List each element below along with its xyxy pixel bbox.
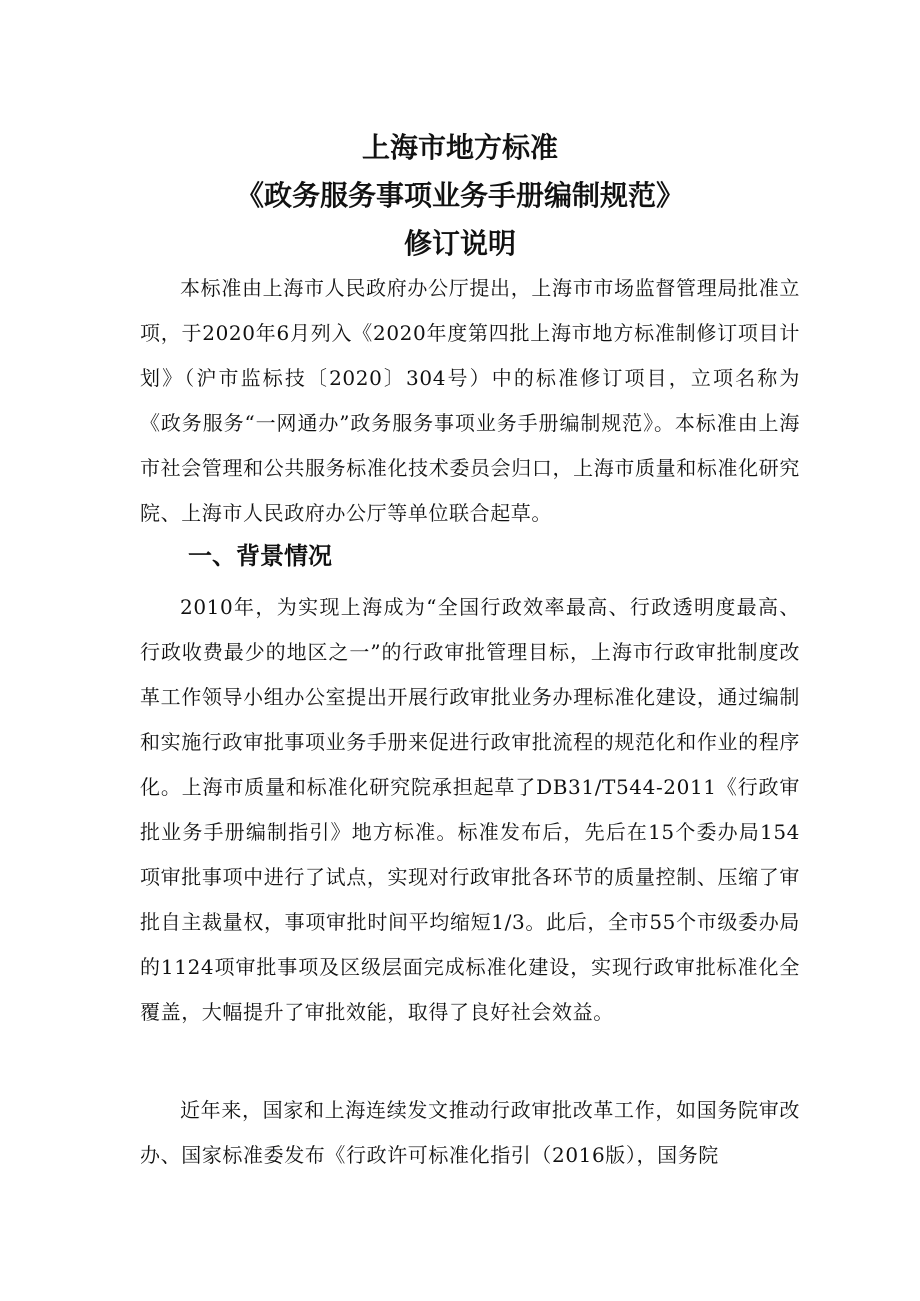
section1-heading: 一、背景情况 (188, 542, 332, 570)
intro-section (140, 266, 800, 536)
section1-body (140, 585, 800, 1035)
document-title-line3: 修订说明 (403, 227, 516, 260)
section1-paragraph1: 2010年，为实现上海成为“全国行政效率最高、行政透明度最高、行政收费最少的地区之一”的行政审批管理目标，上海市行政审批制度改革工作领导小组办公室提出开展行政审批业务办理标准化建设，通过编制和实施行政审批事项业务手册来促进行政审批流程的规范化和作业的程序化。上海市质量和标准化研究院承担起草了DB31/T544-2011《行政审批业务手册编制指引》地方标准。标准发布后，先后在15个委办局154项审批事项中进行了试点，实现对行政审批各环节的质量控制、压缩了审批自主裁量权，事项审批时间平均缩短1/3。此后，全市55个市级委办局的1124项审批事项及区级层面完成标准化建设，实现行政审批标准化全覆盖，大幅提升了审批效能，取得了良好社会效益。 (140, 595, 800, 1024)
document-title-line2: 《政务服务事项业务手册编制规范》 (235, 179, 684, 212)
section1-paragraph2: 近年来，国家和上海连续发文推动行政审批改革工作，如国务院审改办、国家标准委发布《行政许可标准化指引（2016版），国务院 (140, 1098, 800, 1167)
intro-paragraph: 本标准由上海市人民政府办公厅提出，上海市市场监督管理局批准立项，于2020年6月列入《2020年度第四批上海市地方标准制修订项目计划》（沪市监标技〔2020〕304号）中的标准修订项目，立项名称为《政务服务“一网通办”政务服务事项业务手册编制规范》。本标准由上海市社会管理和公共服务标准化技术委员会归口，上海市质量和标准化研究院、上海市人民政府办公厅等单位联合起草。 (140, 276, 800, 525)
section1-body-continued (140, 1088, 800, 1178)
document-title-line1: 上海市地方标准 (361, 131, 558, 164)
